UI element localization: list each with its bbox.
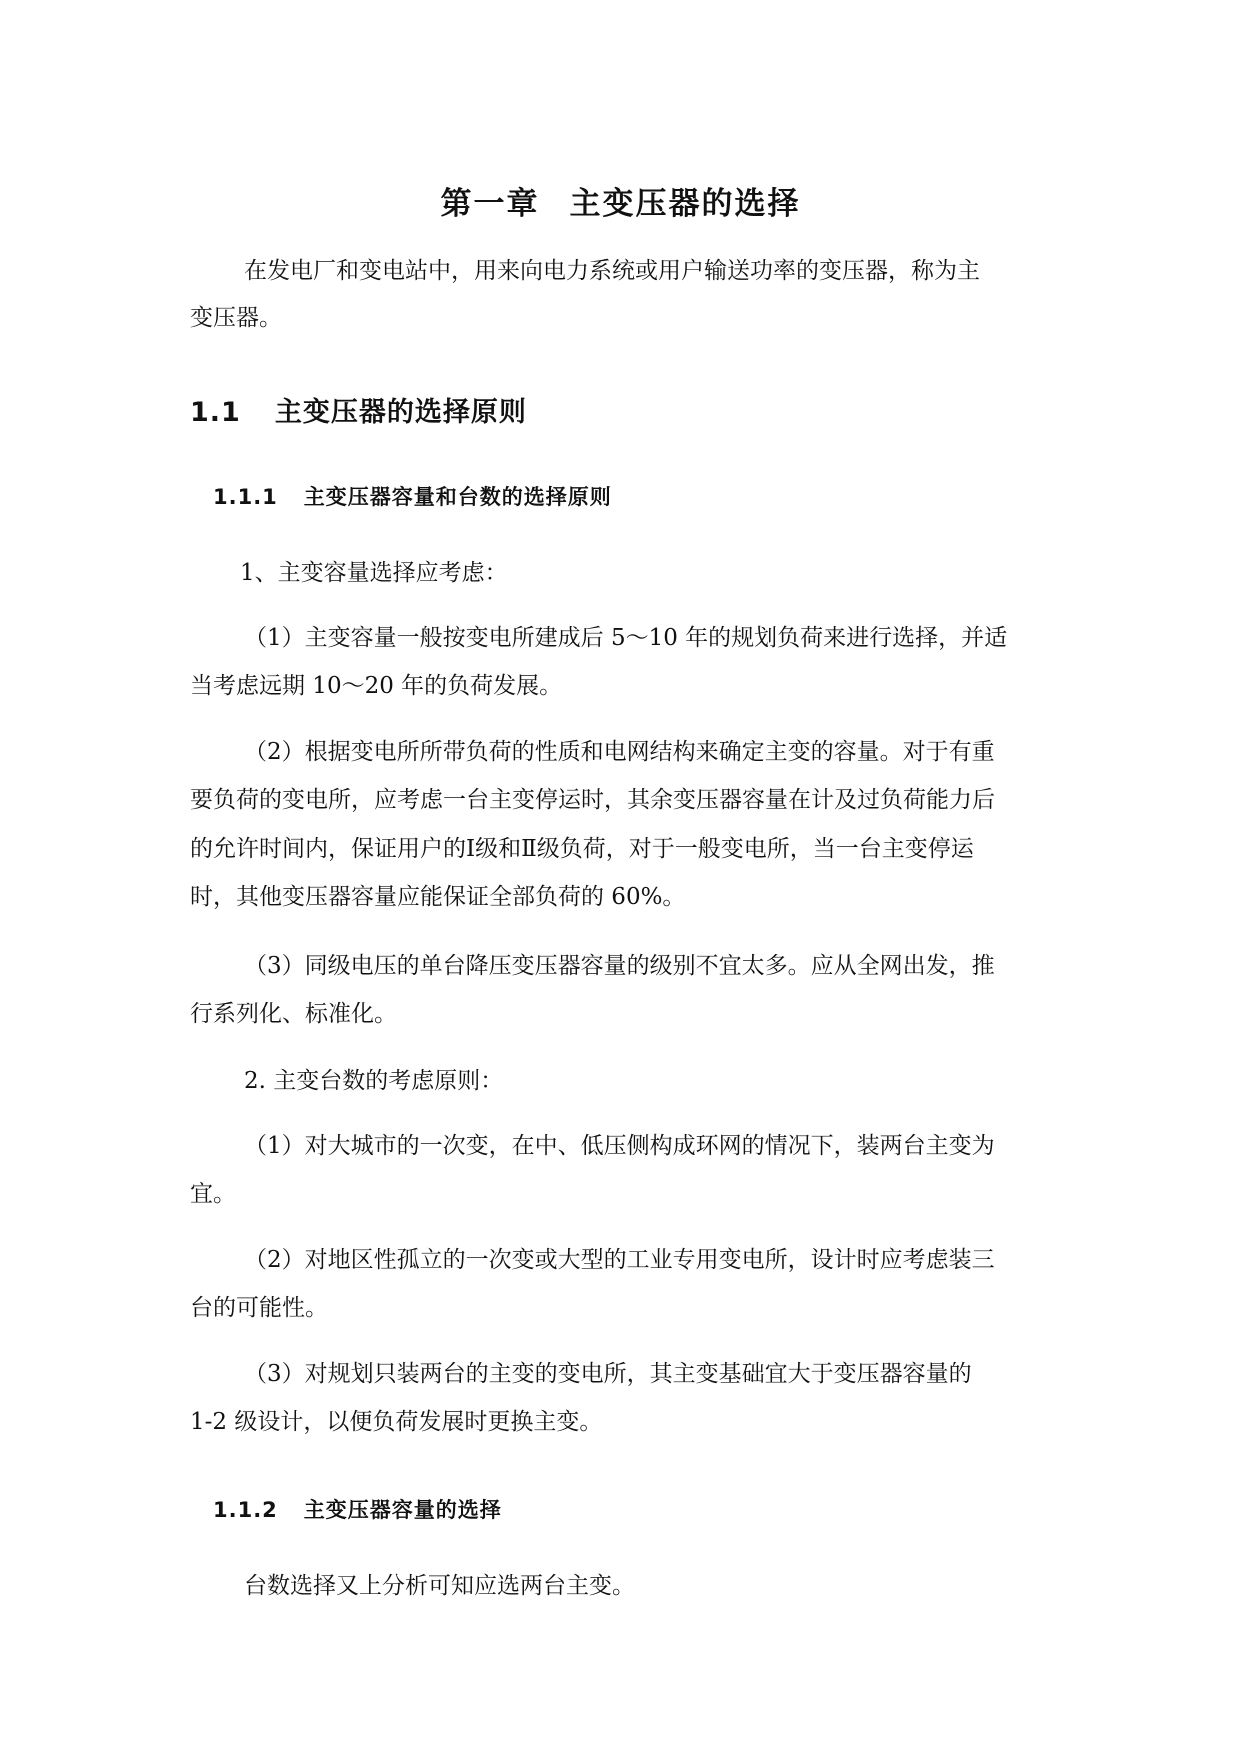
count-item-2-line-2: 台的可能性。 xyxy=(190,1295,328,1321)
section-heading-1-1 xyxy=(190,390,527,429)
capacity-item-3-line-2: 行系列化、标准化。 xyxy=(190,1001,397,1027)
list-heading-count: 2. 主变台数的考虑原则： xyxy=(244,1068,504,1094)
section-number: 1.1 xyxy=(190,397,241,428)
capacity-item-1-line-2: 当考虑远期 10～20 年的负荷发展。 xyxy=(190,673,563,699)
subsection-title: 主变压器容量的选择 xyxy=(303,1498,502,1522)
capacity-item-1-line-1: （1）主变容量一般按变电所建成后 5～10 年的规划负荷来进行选择，并适 xyxy=(244,625,1008,651)
count-item-1-line-1: （1）对大城市的一次变，在中、低压侧构成环网的情况下，装两台主变为 xyxy=(244,1133,995,1159)
conclusion-line-1: 台数选择又上分析可知应选两台主变。 xyxy=(244,1573,635,1599)
intro-line-1: 在发电厂和变电站中，用来向电力系统或用户输送功率的变压器，称为主 xyxy=(244,258,980,284)
list-heading-capacity: 1、主变容量选择应考虑： xyxy=(240,560,508,586)
chapter-title-text: 主变压器的选择 xyxy=(569,186,801,222)
capacity-item-2-line-2: 要负荷的变电所，应考虑一台主变停运时，其余变压器容量在计及过负荷能力后 xyxy=(190,787,995,813)
subsection-title: 主变压器容量和台数的选择原则 xyxy=(303,485,612,509)
count-item-2-line-1: （2）对地区性孤立的一次变或大型的工业专用变电所，设计时应考虑装三 xyxy=(244,1247,995,1273)
section-title: 主变压器的选择原则 xyxy=(274,397,527,428)
chapter-number: 第一章 xyxy=(440,186,540,222)
capacity-item-3-line-1: （3）同级电压的单台降压变压器容量的级别不宜太多。应从全网出发，推 xyxy=(244,953,995,979)
count-item-3-line-2: 1-2 级设计，以便负荷发展时更换主变。 xyxy=(190,1409,603,1435)
count-item-1-line-2: 宜。 xyxy=(190,1181,236,1207)
subsection-number: 1.1.1 xyxy=(213,485,278,509)
intro-line-2: 变压器。 xyxy=(190,305,282,331)
chapter-title xyxy=(0,178,1241,223)
subsection-heading-1-1-2 xyxy=(213,1494,502,1524)
capacity-item-2-line-1: （2）根据变电所所带负荷的性质和电网结构来确定主变的容量。对于有重 xyxy=(244,739,995,765)
count-item-3-line-1: （3）对规划只装两台的主变的变电所，其主变基础宜大于变压器容量的 xyxy=(244,1361,972,1387)
capacity-item-2-line-3: 的允许时间内，保证用户的Ⅰ级和Ⅱ级负荷，对于一般变电所，当一台主变停运 xyxy=(190,836,974,862)
capacity-item-2-line-4: 时，其他变压器容量应能保证全部负荷的 60%。 xyxy=(190,884,686,910)
subsection-number: 1.1.2 xyxy=(213,1498,278,1522)
subsection-heading-1-1-1 xyxy=(213,481,612,511)
